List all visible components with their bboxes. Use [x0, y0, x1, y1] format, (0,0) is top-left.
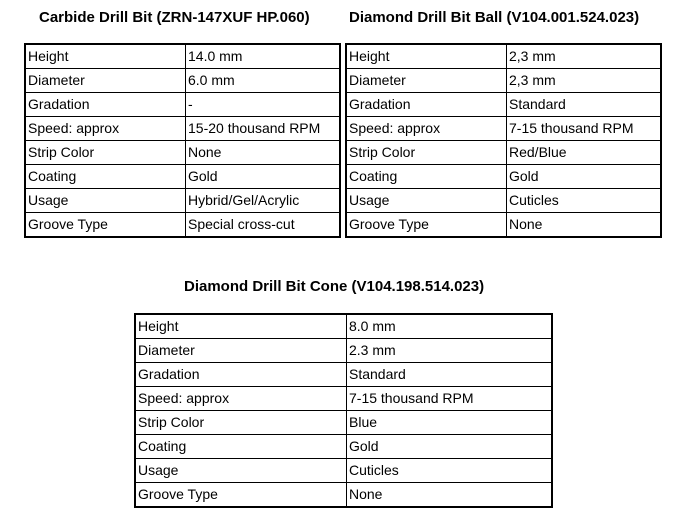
spec-value-cell: 14.0 mm: [186, 45, 340, 69]
spec-row: [136, 363, 552, 387]
spec-value-cell: Gold: [507, 165, 661, 189]
spec-row: [26, 189, 340, 213]
spec-label-cell: Strip Color: [347, 141, 507, 165]
spec-label-cell: Gradation: [26, 93, 186, 117]
spec-row: [26, 45, 340, 69]
spec-label-cell: Groove Type: [136, 483, 347, 507]
spec-row: [26, 93, 340, 117]
spec-row: [347, 69, 661, 93]
spec-value-cell: 2.3 mm: [347, 339, 552, 363]
spec-row: [347, 93, 661, 117]
spec-value-cell: Hybrid/Gel/Acrylic: [186, 189, 340, 213]
spec-value-cell: Red/Blue: [507, 141, 661, 165]
spec-row: [347, 141, 661, 165]
spec-row: [136, 339, 552, 363]
spec-value-cell: Cuticles: [347, 459, 552, 483]
spec-row: [26, 141, 340, 165]
spec-row: [136, 387, 552, 411]
spec-label-cell: Usage: [136, 459, 347, 483]
spec-label-cell: Groove Type: [347, 213, 507, 237]
spec-row: [136, 459, 552, 483]
spec-row: [26, 117, 340, 141]
spec-row: [136, 411, 552, 435]
spec-value-cell: Cuticles: [507, 189, 661, 213]
diamond-ball-bit-title: Diamond Drill Bit Ball (V104.001.524.023): [349, 9, 640, 26]
spec-row: [347, 117, 661, 141]
spec-value-cell: None: [507, 213, 661, 237]
diamond-cone-bit-title: Diamond Drill Bit Cone (V104.198.514.023): [184, 278, 485, 295]
spec-value-cell: Blue: [347, 411, 552, 435]
spec-label-cell: Speed: approx: [347, 117, 507, 141]
spec-row: [347, 165, 661, 189]
spec-row: [136, 483, 552, 507]
spec-value-cell: Gold: [186, 165, 340, 189]
spec-value-cell: 7-15 thousand RPM: [347, 387, 552, 411]
carbide-drill-bit-spec-table: [25, 44, 340, 237]
spec-row: [347, 45, 661, 69]
spec-label-cell: Height: [347, 45, 507, 69]
spec-label-cell: Strip Color: [136, 411, 347, 435]
spec-row: [26, 69, 340, 93]
spec-label-cell: Height: [136, 315, 347, 339]
spec-value-cell: Standard: [507, 93, 661, 117]
spec-value-cell: 2,3 mm: [507, 69, 661, 93]
spec-label-cell: Coating: [26, 165, 186, 189]
spec-value-cell: 7-15 thousand RPM: [507, 117, 661, 141]
spec-value-cell: 8.0 mm: [347, 315, 552, 339]
spec-label-cell: Speed: approx: [136, 387, 347, 411]
spec-value-cell: 2,3 mm: [507, 45, 661, 69]
spec-row: [136, 435, 552, 459]
spec-value-cell: None: [186, 141, 340, 165]
spec-label-cell: Diameter: [136, 339, 347, 363]
spec-value-cell: Gold: [347, 435, 552, 459]
spec-row: [26, 213, 340, 237]
spec-label-cell: Gradation: [347, 93, 507, 117]
spec-label-cell: Strip Color: [26, 141, 186, 165]
spec-value-cell: Special cross-cut: [186, 213, 340, 237]
spec-label-cell: Speed: approx: [26, 117, 186, 141]
diamond-cone-bit-spec-table: [135, 314, 552, 507]
spec-value-cell: 15-20 thousand RPM: [186, 117, 340, 141]
spec-label-cell: Diameter: [347, 69, 507, 93]
carbide-drill-bit-title: Carbide Drill Bit (ZRN-147XUF HP.060): [39, 9, 310, 26]
spec-label-cell: Coating: [136, 435, 347, 459]
spec-label-cell: Usage: [26, 189, 186, 213]
spec-value-cell: -: [186, 93, 340, 117]
diamond-ball-bit-spec-table: [346, 44, 661, 237]
spec-row: [347, 189, 661, 213]
spec-label-cell: Groove Type: [26, 213, 186, 237]
spec-row: [347, 213, 661, 237]
spec-row: [26, 165, 340, 189]
spec-value-cell: None: [347, 483, 552, 507]
spec-label-cell: Usage: [347, 189, 507, 213]
spec-label-cell: Height: [26, 45, 186, 69]
spec-value-cell: Standard: [347, 363, 552, 387]
spec-label-cell: Gradation: [136, 363, 347, 387]
spec-label-cell: Diameter: [26, 69, 186, 93]
spec-value-cell: 6.0 mm: [186, 69, 340, 93]
spec-row: [136, 315, 552, 339]
spec-label-cell: Coating: [347, 165, 507, 189]
